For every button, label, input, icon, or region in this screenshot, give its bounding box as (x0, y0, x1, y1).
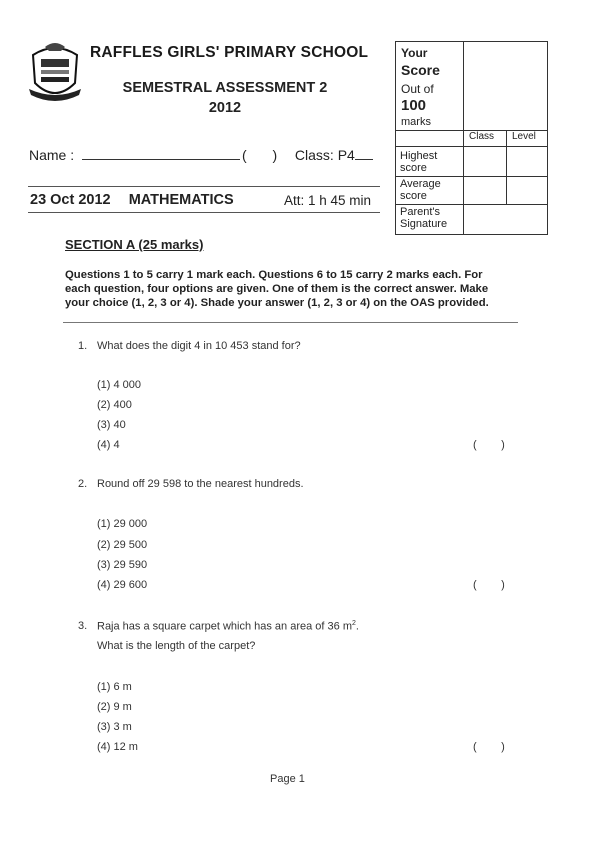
answer-bracket[interactable]: ( ) (473, 439, 505, 451)
option[interactable]: (3) 29 590 (97, 559, 148, 571)
question-number: 1. (78, 340, 88, 352)
score-box-divider (463, 42, 464, 234)
option[interactable]: (4) 4 (97, 439, 120, 451)
date-subject-row (30, 192, 234, 208)
class-label: Class: P4 (294, 147, 355, 163)
option[interactable]: (3) 3 m (97, 721, 132, 733)
score-your: Your (401, 46, 428, 60)
option[interactable]: (2) 9 m (97, 701, 132, 713)
option[interactable]: (1) 6 m (97, 681, 132, 693)
question-number: 3. (78, 620, 88, 632)
school-name: RAFFLES GIRLS' PRIMARY SCHOOL (90, 44, 369, 61)
option[interactable]: (1) 29 000 (97, 518, 148, 530)
name-row (29, 147, 373, 163)
answer-bracket[interactable]: ( ) (473, 579, 505, 591)
question-text: Round off 29 598 to the nearest hundreds. (97, 478, 304, 490)
option[interactable]: (4) 12 m (97, 741, 138, 753)
register-paren-close: ) (272, 147, 278, 163)
col-level: Level (512, 131, 536, 142)
register-paren-open: ( (242, 147, 247, 163)
option[interactable]: (2) 29 500 (97, 539, 148, 551)
exam-duration: Att: 1 h 45 min (284, 193, 372, 208)
option[interactable]: (3) 40 (97, 419, 126, 431)
score-label: Score (401, 62, 440, 78)
question-number: 2. (78, 478, 88, 490)
average-score-label: Average score (400, 178, 441, 202)
name-label: Name : (29, 147, 75, 163)
score-box (395, 41, 548, 235)
class-blank[interactable] (355, 147, 373, 160)
parents-signature-label: Parent's Signature (400, 206, 448, 230)
name-blank[interactable] (82, 147, 240, 160)
score-box-line (396, 146, 547, 147)
question-text: Raja has a square carpet which has an area of 36 $m^2$. (97, 620, 359, 633)
exam-subject: MATHEMATICS (128, 192, 234, 208)
score-total: 100 (401, 97, 427, 114)
score-out-of: Out of (401, 82, 434, 96)
section-instructions: Questions 1 to 5 carry 1 mark each. Questions 6 to 15 carry 2 marks each. For each question, four options are given. One of them is the correct answer. Make your choice (1, 2, 3 or 4). Shade your answer (1, 2, 3 or 4) on the OAS provided. (65, 269, 489, 309)
col-class: Class (469, 131, 495, 142)
section-title: SECTION A (25 marks) (65, 237, 204, 252)
assessment-year: 2012 (208, 100, 242, 116)
option[interactable]: (2) 400 (97, 399, 132, 411)
option[interactable]: (4) 29 600 (97, 579, 148, 591)
question-text-line2: What is the length of the carpet? (97, 640, 256, 652)
option[interactable]: (1) 4 000 (97, 379, 142, 391)
instructions-divider (63, 322, 518, 323)
answer-bracket[interactable]: ( ) (473, 741, 505, 753)
score-box-line (396, 204, 547, 205)
score-box-line (396, 176, 547, 177)
school-crest-icon (27, 37, 83, 107)
divider-top (28, 186, 380, 187)
divider-bottom (28, 212, 380, 213)
score-marks: marks (401, 116, 431, 128)
assessment-title: SEMESTRAL ASSESSMENT 2 (122, 80, 328, 96)
exam-date: 23 Oct 2012 (30, 192, 111, 208)
highest-score-label: Highest score (400, 150, 438, 174)
question-text: What does the digit 4 in 10 453 stand for? (97, 340, 301, 352)
page-number: Page 1 (270, 773, 305, 785)
score-box-col-divider (506, 130, 507, 204)
